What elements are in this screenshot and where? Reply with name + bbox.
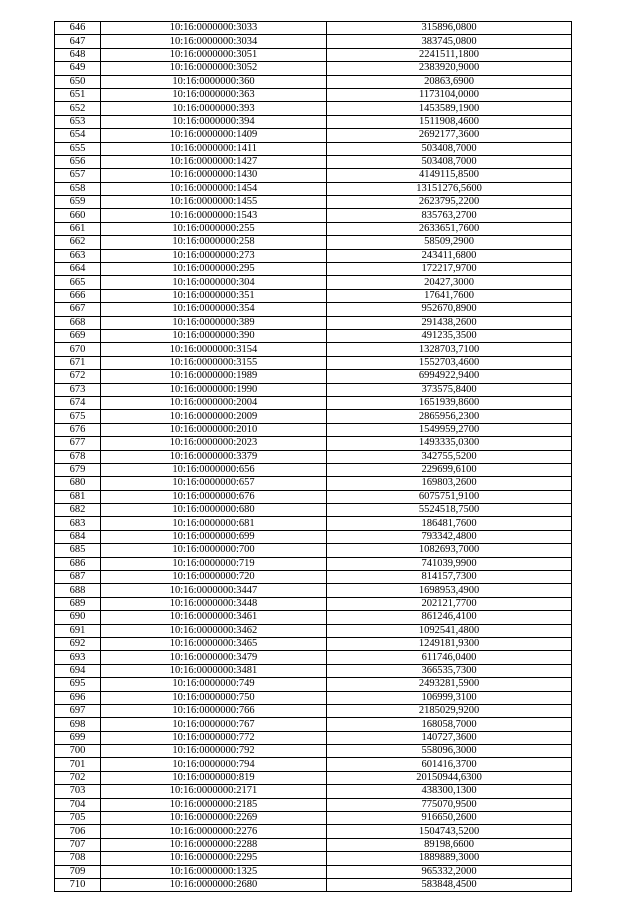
row-number-cell: 664: [55, 263, 101, 276]
cadastral-number-cell: 10:16:0000000:720: [101, 571, 327, 584]
table-row: [55, 289, 572, 302]
value-cell: 2623795,2200: [327, 196, 572, 209]
row-number-cell: 659: [55, 196, 101, 209]
table-row: [55, 477, 572, 490]
row-number-cell: 689: [55, 597, 101, 610]
cadastral-number-cell: 10:16:0000000:3379: [101, 450, 327, 463]
table-row: [55, 115, 572, 128]
table-row: [55, 704, 572, 717]
table-row: [55, 142, 572, 155]
value-cell: 601416,3700: [327, 758, 572, 771]
data-table: [54, 21, 572, 892]
table-row: [55, 370, 572, 383]
table-body: [55, 22, 572, 892]
row-number-cell: 653: [55, 115, 101, 128]
table-row: [55, 557, 572, 570]
table-row: [55, 463, 572, 476]
table-row: [55, 798, 572, 811]
table-row: [55, 611, 572, 624]
row-number-cell: 678: [55, 450, 101, 463]
table-row: [55, 664, 572, 677]
cadastral-number-cell: 10:16:0000000:2288: [101, 838, 327, 851]
cadastral-number-cell: 10:16:0000000:1989: [101, 370, 327, 383]
row-number-cell: 700: [55, 745, 101, 758]
cadastral-number-cell: 10:16:0000000:2680: [101, 879, 327, 892]
cadastral-number-cell: 10:16:0000000:819: [101, 771, 327, 784]
table-row: [55, 329, 572, 342]
table-row: [55, 624, 572, 637]
table-row: [55, 396, 572, 409]
row-number-cell: 703: [55, 785, 101, 798]
row-number-cell: 674: [55, 396, 101, 409]
value-cell: 20150944,6300: [327, 771, 572, 784]
cadastral-number-cell: 10:16:0000000:389: [101, 316, 327, 329]
cadastral-number-cell: 10:16:0000000:1427: [101, 155, 327, 168]
value-cell: 2692177,3600: [327, 129, 572, 142]
row-number-cell: 656: [55, 155, 101, 168]
cadastral-number-cell: 10:16:0000000:2269: [101, 812, 327, 825]
cadastral-number-cell: 10:16:0000000:1990: [101, 383, 327, 396]
table-row: [55, 785, 572, 798]
table-row: [55, 651, 572, 664]
cadastral-number-cell: 10:16:0000000:749: [101, 678, 327, 691]
row-number-cell: 690: [55, 611, 101, 624]
row-number-cell: 647: [55, 35, 101, 48]
row-number-cell: 682: [55, 504, 101, 517]
cadastral-number-cell: 10:16:0000000:2009: [101, 410, 327, 423]
value-cell: 229699,6100: [327, 463, 572, 476]
value-cell: 169803,2600: [327, 477, 572, 490]
cadastral-number-cell: 10:16:0000000:390: [101, 329, 327, 342]
value-cell: 611746,0400: [327, 651, 572, 664]
value-cell: 1889889,3000: [327, 852, 572, 865]
row-number-cell: 670: [55, 343, 101, 356]
cadastral-number-cell: 10:16:0000000:3033: [101, 22, 327, 35]
table-row: [55, 48, 572, 61]
value-cell: 1493335,0300: [327, 437, 572, 450]
row-number-cell: 684: [55, 530, 101, 543]
value-cell: 243411,6800: [327, 249, 572, 262]
table-row: [55, 169, 572, 182]
row-number-cell: 665: [55, 276, 101, 289]
value-cell: 366535,7300: [327, 664, 572, 677]
table-row: [55, 316, 572, 329]
row-number-cell: 699: [55, 731, 101, 744]
cadastral-number-cell: 10:16:0000000:1325: [101, 865, 327, 878]
table-row: [55, 825, 572, 838]
value-cell: 1328703,7100: [327, 343, 572, 356]
table-row: [55, 236, 572, 249]
table-row: [55, 249, 572, 262]
cadastral-number-cell: 10:16:0000000:2185: [101, 798, 327, 811]
value-cell: 5524518,7500: [327, 504, 572, 517]
table-row: [55, 437, 572, 450]
row-number-cell: 692: [55, 637, 101, 650]
table-row: [55, 129, 572, 142]
table-row: [55, 771, 572, 784]
value-cell: 1082693,7000: [327, 544, 572, 557]
table-row: [55, 865, 572, 878]
table-row: [55, 852, 572, 865]
cadastral-number-cell: 10:16:0000000:363: [101, 88, 327, 101]
row-number-cell: 686: [55, 557, 101, 570]
table-row: [55, 490, 572, 503]
cadastral-number-cell: 10:16:0000000:351: [101, 289, 327, 302]
cadastral-number-cell: 10:16:0000000:3461: [101, 611, 327, 624]
table-row: [55, 222, 572, 235]
value-cell: 291438,2600: [327, 316, 572, 329]
value-cell: 2493281,5900: [327, 678, 572, 691]
value-cell: 2633651,7600: [327, 222, 572, 235]
row-number-cell: 680: [55, 477, 101, 490]
table-row: [55, 343, 572, 356]
row-number-cell: 668: [55, 316, 101, 329]
value-cell: 106999,3100: [327, 691, 572, 704]
table-row: [55, 758, 572, 771]
cadastral-number-cell: 10:16:0000000:1430: [101, 169, 327, 182]
row-number-cell: 672: [55, 370, 101, 383]
row-number-cell: 683: [55, 517, 101, 530]
cadastral-number-cell: 10:16:0000000:3034: [101, 35, 327, 48]
cadastral-number-cell: 10:16:0000000:766: [101, 704, 327, 717]
row-number-cell: 702: [55, 771, 101, 784]
cadastral-number-cell: 10:16:0000000:2010: [101, 423, 327, 436]
row-number-cell: 650: [55, 75, 101, 88]
table-row: [55, 745, 572, 758]
value-cell: 1453589,1900: [327, 102, 572, 115]
value-cell: 168058,7000: [327, 718, 572, 731]
value-cell: 1173104,0000: [327, 88, 572, 101]
value-cell: 89198,6600: [327, 838, 572, 851]
table-row: [55, 812, 572, 825]
table-row: [55, 597, 572, 610]
value-cell: 202121,7700: [327, 597, 572, 610]
row-number-cell: 695: [55, 678, 101, 691]
row-number-cell: 676: [55, 423, 101, 436]
table-row: [55, 182, 572, 195]
value-cell: 6994922,9400: [327, 370, 572, 383]
cadastral-number-cell: 10:16:0000000:794: [101, 758, 327, 771]
cadastral-number-cell: 10:16:0000000:767: [101, 718, 327, 731]
table-row: [55, 155, 572, 168]
value-cell: 775070,9500: [327, 798, 572, 811]
value-cell: 1552703,4600: [327, 356, 572, 369]
table-row: [55, 504, 572, 517]
row-number-cell: 671: [55, 356, 101, 369]
value-cell: 186481,7600: [327, 517, 572, 530]
cadastral-number-cell: 10:16:0000000:1455: [101, 196, 327, 209]
cadastral-number-cell: 10:16:0000000:676: [101, 490, 327, 503]
row-number-cell: 694: [55, 664, 101, 677]
cadastral-number-cell: 10:16:0000000:3462: [101, 624, 327, 637]
row-number-cell: 646: [55, 22, 101, 35]
cadastral-number-cell: 10:16:0000000:1409: [101, 129, 327, 142]
table-row: [55, 209, 572, 222]
row-number-cell: 685: [55, 544, 101, 557]
table-row: [55, 718, 572, 731]
table-row: [55, 22, 572, 35]
table-row: [55, 75, 572, 88]
cadastral-number-cell: 10:16:0000000:393: [101, 102, 327, 115]
table-row: [55, 88, 572, 101]
cadastral-number-cell: 10:16:0000000:3052: [101, 62, 327, 75]
value-cell: 17641,7600: [327, 289, 572, 302]
cadastral-number-cell: 10:16:0000000:3447: [101, 584, 327, 597]
cadastral-number-cell: 10:16:0000000:1454: [101, 182, 327, 195]
table-row: [55, 584, 572, 597]
value-cell: 6075751,9100: [327, 490, 572, 503]
row-number-cell: 662: [55, 236, 101, 249]
cadastral-number-cell: 10:16:0000000:719: [101, 557, 327, 570]
row-number-cell: 673: [55, 383, 101, 396]
table-row: [55, 35, 572, 48]
value-cell: 4149115,8500: [327, 169, 572, 182]
row-number-cell: 687: [55, 571, 101, 584]
cadastral-number-cell: 10:16:0000000:2023: [101, 437, 327, 450]
table-row: [55, 356, 572, 369]
table-row: [55, 102, 572, 115]
value-cell: 1698953,4900: [327, 584, 572, 597]
value-cell: 438300,1300: [327, 785, 572, 798]
cadastral-number-cell: 10:16:0000000:681: [101, 517, 327, 530]
row-number-cell: 709: [55, 865, 101, 878]
row-number-cell: 663: [55, 249, 101, 262]
table-row: [55, 410, 572, 423]
value-cell: 1504743,5200: [327, 825, 572, 838]
row-number-cell: 648: [55, 48, 101, 61]
value-cell: 20427,3000: [327, 276, 572, 289]
row-number-cell: 710: [55, 879, 101, 892]
cadastral-number-cell: 10:16:0000000:3154: [101, 343, 327, 356]
row-number-cell: 706: [55, 825, 101, 838]
cadastral-number-cell: 10:16:0000000:258: [101, 236, 327, 249]
row-number-cell: 707: [55, 838, 101, 851]
value-cell: 583848,4500: [327, 879, 572, 892]
table-row: [55, 62, 572, 75]
cadastral-number-cell: 10:16:0000000:255: [101, 222, 327, 235]
cadastral-number-cell: 10:16:0000000:304: [101, 276, 327, 289]
row-number-cell: 667: [55, 303, 101, 316]
row-number-cell: 704: [55, 798, 101, 811]
value-cell: 13151276,5600: [327, 182, 572, 195]
value-cell: 58509,2900: [327, 236, 572, 249]
table-row: [55, 263, 572, 276]
row-number-cell: 649: [55, 62, 101, 75]
cadastral-number-cell: 10:16:0000000:394: [101, 115, 327, 128]
cadastral-number-cell: 10:16:0000000:3481: [101, 664, 327, 677]
value-cell: 342755,5200: [327, 450, 572, 463]
value-cell: 814157,7300: [327, 571, 572, 584]
value-cell: 741039,9900: [327, 557, 572, 570]
cadastral-number-cell: 10:16:0000000:2171: [101, 785, 327, 798]
cadastral-number-cell: 10:16:0000000:3479: [101, 651, 327, 664]
value-cell: 315896,0800: [327, 22, 572, 35]
row-number-cell: 657: [55, 169, 101, 182]
value-cell: 861246,4100: [327, 611, 572, 624]
row-number-cell: 705: [55, 812, 101, 825]
row-number-cell: 698: [55, 718, 101, 731]
row-number-cell: 661: [55, 222, 101, 235]
value-cell: 503408,7000: [327, 155, 572, 168]
table-row: [55, 637, 572, 650]
table-row: [55, 571, 572, 584]
row-number-cell: 693: [55, 651, 101, 664]
value-cell: 2185029,9200: [327, 704, 572, 717]
row-number-cell: 696: [55, 691, 101, 704]
value-cell: 952670,8900: [327, 303, 572, 316]
value-cell: 172217,9700: [327, 263, 572, 276]
cadastral-number-cell: 10:16:0000000:3155: [101, 356, 327, 369]
row-number-cell: 654: [55, 129, 101, 142]
value-cell: 503408,7000: [327, 142, 572, 155]
row-number-cell: 688: [55, 584, 101, 597]
table-row: [55, 879, 572, 892]
value-cell: 965332,2000: [327, 865, 572, 878]
cadastral-number-cell: 10:16:0000000:3051: [101, 48, 327, 61]
cadastral-number-cell: 10:16:0000000:750: [101, 691, 327, 704]
cadastral-number-cell: 10:16:0000000:3465: [101, 637, 327, 650]
table-row: [55, 196, 572, 209]
cadastral-number-cell: 10:16:0000000:1411: [101, 142, 327, 155]
value-cell: 1549959,2700: [327, 423, 572, 436]
row-number-cell: 681: [55, 490, 101, 503]
table-row: [55, 691, 572, 704]
value-cell: 383745,0800: [327, 35, 572, 48]
row-number-cell: 658: [55, 182, 101, 195]
row-number-cell: 708: [55, 852, 101, 865]
row-number-cell: 655: [55, 142, 101, 155]
row-number-cell: 651: [55, 88, 101, 101]
cadastral-number-cell: 10:16:0000000:295: [101, 263, 327, 276]
row-number-cell: 697: [55, 704, 101, 717]
value-cell: 1092541,4800: [327, 624, 572, 637]
value-cell: 20863,6900: [327, 75, 572, 88]
row-number-cell: 666: [55, 289, 101, 302]
cadastral-number-cell: 10:16:0000000:1543: [101, 209, 327, 222]
value-cell: 835763,2700: [327, 209, 572, 222]
cadastral-number-cell: 10:16:0000000:680: [101, 504, 327, 517]
cadastral-number-cell: 10:16:0000000:772: [101, 731, 327, 744]
row-number-cell: 677: [55, 437, 101, 450]
table-row: [55, 383, 572, 396]
value-cell: 491235,3500: [327, 329, 572, 342]
cadastral-number-cell: 10:16:0000000:657: [101, 477, 327, 490]
value-cell: 1651939,8600: [327, 396, 572, 409]
value-cell: 916650,2600: [327, 812, 572, 825]
cadastral-number-cell: 10:16:0000000:699: [101, 530, 327, 543]
value-cell: 2383920,9000: [327, 62, 572, 75]
table-row: [55, 303, 572, 316]
table-row: [55, 530, 572, 543]
cadastral-number-cell: 10:16:0000000:2004: [101, 396, 327, 409]
row-number-cell: 675: [55, 410, 101, 423]
value-cell: 140727,3600: [327, 731, 572, 744]
table-row: [55, 423, 572, 436]
cadastral-number-cell: 10:16:0000000:354: [101, 303, 327, 316]
cadastral-number-cell: 10:16:0000000:792: [101, 745, 327, 758]
cadastral-number-cell: 10:16:0000000:273: [101, 249, 327, 262]
value-cell: 2865956,2300: [327, 410, 572, 423]
table-row: [55, 544, 572, 557]
row-number-cell: 679: [55, 463, 101, 476]
cadastral-number-cell: 10:16:0000000:2295: [101, 852, 327, 865]
table-row: [55, 678, 572, 691]
table-row: [55, 450, 572, 463]
cadastral-number-cell: 10:16:0000000:360: [101, 75, 327, 88]
cadastral-number-cell: 10:16:0000000:656: [101, 463, 327, 476]
row-number-cell: 660: [55, 209, 101, 222]
value-cell: 373575,8400: [327, 383, 572, 396]
value-cell: 1249181,9300: [327, 637, 572, 650]
table-row: [55, 731, 572, 744]
value-cell: 2241511,1800: [327, 48, 572, 61]
row-number-cell: 652: [55, 102, 101, 115]
table-row: [55, 276, 572, 289]
cadastral-number-cell: 10:16:0000000:700: [101, 544, 327, 557]
table-row: [55, 838, 572, 851]
cadastral-number-cell: 10:16:0000000:3448: [101, 597, 327, 610]
cadastral-number-cell: 10:16:0000000:2276: [101, 825, 327, 838]
row-number-cell: 701: [55, 758, 101, 771]
value-cell: 793342,4800: [327, 530, 572, 543]
row-number-cell: 691: [55, 624, 101, 637]
value-cell: 1511908,4600: [327, 115, 572, 128]
value-cell: 558096,3000: [327, 745, 572, 758]
row-number-cell: 669: [55, 329, 101, 342]
table-row: [55, 517, 572, 530]
